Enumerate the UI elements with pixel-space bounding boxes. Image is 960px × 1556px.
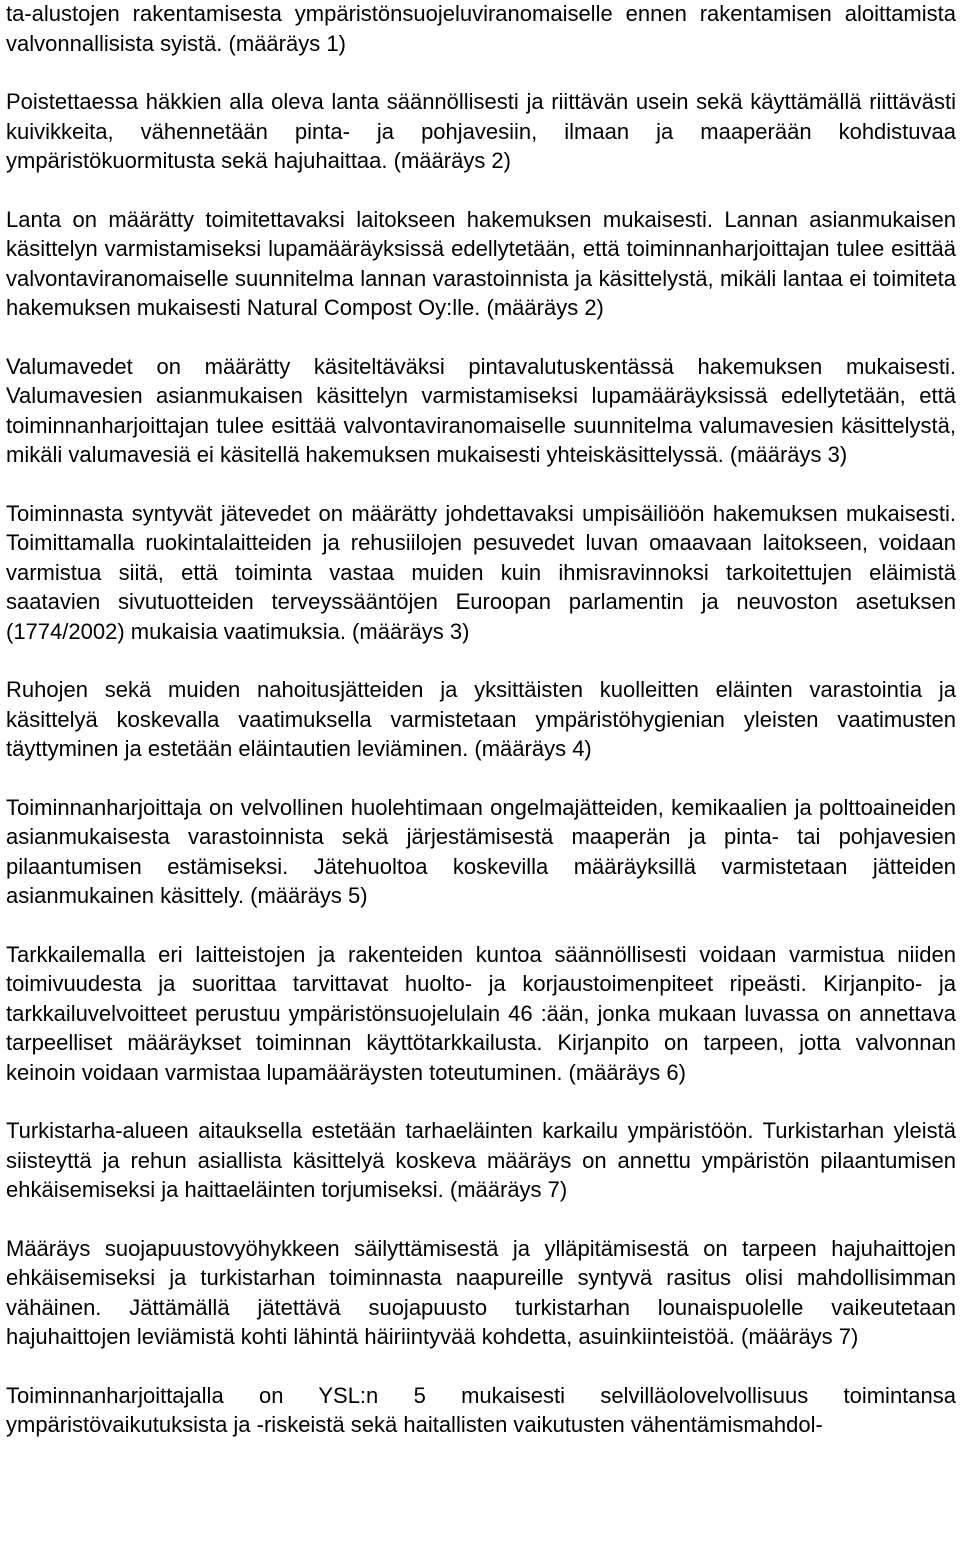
paragraph-10: Määräys suojapuustovyöhykkeen säilyttämisestä ja ylläpitämisestä on tarpeen hajuhaittojen ehkäisemiseksi ja turkistarhan toiminnasta naapureille syntyvä rasitus olisi mahdollisimman vähäinen. Jättämällä jätettävä suojapuusto turkistarhan lounaispuolelle vaikeutetaan hajuhaittojen leviämistä kohti lähintä häiriintyvää kohdetta, asuinkiinteistöä. (määräys 7) (6, 1235, 956, 1349)
paragraph-11: Toiminnanharjoittajalla on YSL:n 5 mukaisesti selvilläolovelvollisuus toimintansa ympäristövaikutuksista ja -riskeistä sekä haitallisten vaikutusten vähentämismahdol- (6, 1382, 956, 1437)
paragraph-1: ta-alustojen rakentamisesta ympäristönsuojeluviranomaiselle ennen rakentamisen aloittamista valvonnallisista syistä. (määräys 1) (6, 1, 956, 56)
paragraph-5: Toiminnasta syntyvät jätevedet on määrätty johdettavaksi umpisäiliöön hakemuksen mukaisesti. Toimittamalla ruokintalaitteiden ja rehusiilojen pesuvedet luvan omaavaan laitokseen, voidaan varmistua siitä, että toiminta vastaa muiden kuin ihmisravinnoksi tarkoitettujen eläimistä saatavien sivutuotteiden terveyssääntöjen Euroopan parlamentin ja neuvoston asetuksen (1774/2002) mukaisia vaatimuksia. (määräys 3) (6, 500, 956, 644)
paragraph-3: Lanta on määrätty toimitettavaksi laitokseen hakemuksen mukaisesti. Lannan asianmukaisen käsittelyn varmistamiseksi lupamääräyksissä edellytetään, että toiminnanharjoittajan tulee esittää valvontaviranomaiselle suunnitelma lannan varastoinnista ja käsittelystä, mikäli lantaa ei toimiteta hakemuksen mukaisesti Natural Compost Oy:lle. (määräys 2) (6, 206, 956, 320)
paragraph-2: Poistettaessa häkkien alla oleva lanta säännöllisesti ja riittävän usein sekä käyttämällä riittävästi kuivikkeita, vähennetään pinta- ja pohjavesiin, ilmaan ja maaperään kohdistuvaa ympäristökuormitusta sekä hajuhaittaa. (määräys 2) (6, 89, 956, 173)
paragraph-8: Tarkkailemalla eri laitteistojen ja rakenteiden kuntoa säännöllisesti voidaan varmistua niiden toimivuudesta ja suorittaa tarvittavat huolto- ja korjaustoimenpiteet ripeästi. Kirjanpito- ja tarkkailuvelvoitteet perustuu ympäristönsuojelulain 46 :ään, jonka mukaan luvassa on annettava tarpeelliset määräykset toiminnan käyttötarkkailusta. Kirjanpito on tarpeen, jotta valvonnan keinoin voidaan varmistaa lupamääräysten toteutuminen. (määräys 6) (6, 941, 956, 1085)
paragraph-6: Ruhojen sekä muiden nahoitusjätteiden ja yksittäisten kuolleitten eläinten varastointia ja käsittelyä koskevalla vaatimuksella varmistetaan ympäristöhygienian yleisten vaatimusten täyttyminen ja estetään eläintautien leviäminen. (määräys 4) (6, 677, 956, 761)
document-page (6, 0, 956, 1469)
paragraph-7: Toiminnanharjoittaja on velvollinen huolehtimaan ongelmajätteiden, kemikaalien ja polttoaineiden asianmukaisesta varastoinnista sekä järjestämisestä maaperän ja pinta- tai pohjavesien pilaantumisen estämiseksi. Jätehuoltoa koskevilla määräyksillä varmistetaan jätteiden asianmukainen käsittely. (määräys 5) (6, 794, 956, 908)
paragraph-4: Valumavedet on määrätty käsiteltäväksi pintavalutuskentässä hakemuksen mukaisesti. Valumavesien asianmukaisen käsittelyn varmistamiseksi lupamääräyksissä edellytetään, että toiminnanharjoittajan tulee esittää valvontaviranomaiselle suunnitelma valumavesien käsittelystä, mikäli valumavesiä ei käsitellä hakemuksen mukaisesti yhteiskäsittelyssä. (määräys 3) (6, 353, 956, 467)
paragraph-9: Turkistarha-alueen aitauksella estetään tarhaeläinten karkailu ympäristöön. Turkistarhan yleistä siisteyttä ja rehun asiallista käsittelyä koskeva määräys on annettu ympäristön pilaantumisen ehkäisemiseksi ja haittaeläinten torjumiseksi. (määräys 7) (6, 1118, 956, 1202)
